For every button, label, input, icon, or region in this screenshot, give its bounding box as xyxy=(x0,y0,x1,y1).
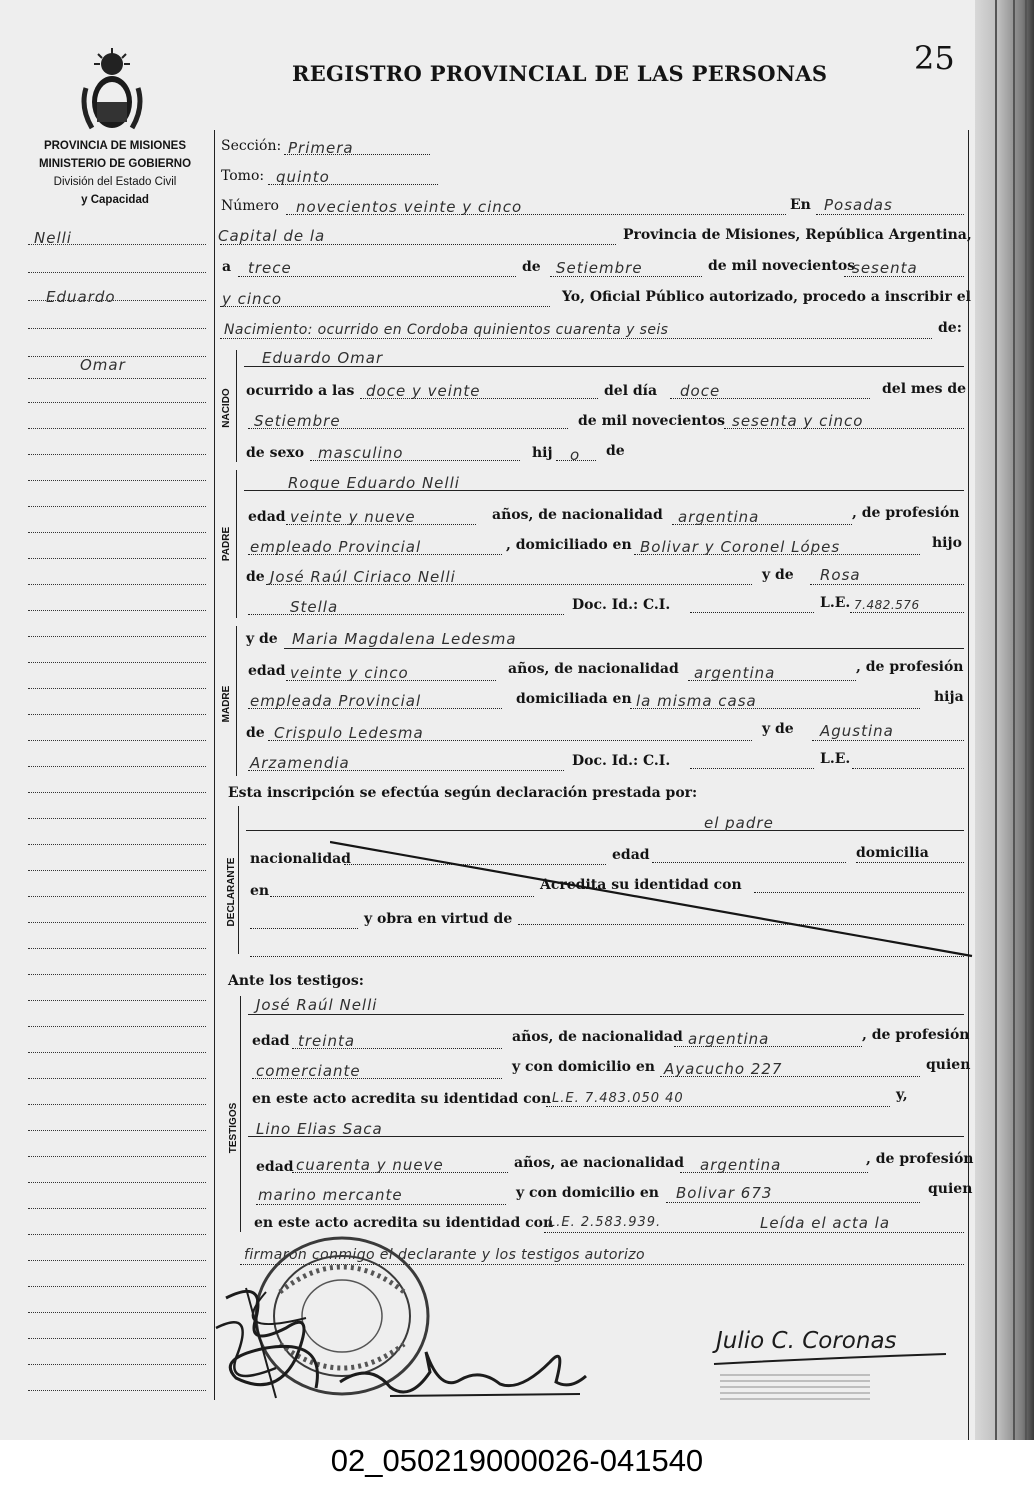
testigo-1-edad-label: edad xyxy=(252,1033,290,1049)
madre-domicilio-label: domiciliada en xyxy=(516,691,632,707)
madre-nacionalidad: argentina xyxy=(694,664,776,682)
testigo-2-domicilio: Bolivar 673 xyxy=(676,1184,773,1202)
margin-name-2: Omar xyxy=(80,356,126,374)
testigo-1-documento: L.E. 7.483.050 40 xyxy=(552,1091,684,1106)
padre-padre-de: José Raúl Ciriaco Nelli xyxy=(270,568,456,586)
folio-number: 25 xyxy=(914,39,955,77)
padre-anios-label: años, de nacionalidad xyxy=(492,507,663,523)
nacido-nombre: Eduardo Omar xyxy=(262,349,384,367)
declarante-intro: Esta inscripción se efectúa según declaración prestada por: xyxy=(228,785,698,801)
madre-nombre: Maria Magdalena Ledesma xyxy=(292,630,517,648)
testigo-1-nacionalidad: argentina xyxy=(688,1030,770,1048)
testigo-2-continuacion: Leída el acta la xyxy=(760,1214,891,1232)
padre-edad: veinte y nueve xyxy=(290,508,416,526)
testigo-2-documento: L.E. 2.583.939. xyxy=(548,1215,662,1230)
declarante-domicilia-label: domicilia xyxy=(856,845,929,861)
testigos-intro: Ante los testigos: xyxy=(228,973,364,989)
madre-edad: veinte y cinco xyxy=(290,664,409,682)
tomo-label: Tomo: xyxy=(221,168,265,184)
margin-surname: Nelli xyxy=(34,229,72,247)
nacido-de-label: de xyxy=(606,443,625,459)
issuer-capacity: y Capacidad xyxy=(81,194,149,206)
padre-madre-de: Rosa xyxy=(820,566,861,584)
testigo-2-quien-label: quien xyxy=(928,1181,973,1197)
declarante-obra-label: y obra en virtud de xyxy=(364,911,513,927)
madre-doc-label: Doc. Id.: C.I. xyxy=(572,753,671,769)
testigo-1-y-label: y, xyxy=(896,1087,908,1103)
madre-le-label: L.E. xyxy=(820,751,851,767)
numero-label: Número xyxy=(221,198,279,214)
padre-nombre: Roque Eduardo Nelli xyxy=(288,474,460,492)
testigo-2-profesion-label: , de profesión xyxy=(866,1151,974,1167)
anio-value-1: sesenta xyxy=(852,259,918,277)
madre-profesion-label: , de profesión xyxy=(856,659,964,675)
testigo-2-anios-label: años, ae nacionalidad xyxy=(514,1155,685,1171)
madre-profesion: empleada Provincial xyxy=(250,692,422,710)
testigo-1-domicilio-label: y con domicilio en xyxy=(512,1059,655,1075)
madre-domicilio: la misma casa xyxy=(636,692,757,710)
padre-doc-label: Doc. Id.: C.I. xyxy=(572,597,671,613)
registry-title: REGISTRO PROVINCIAL DE LAS PERSONAS xyxy=(292,61,828,86)
anio-label: de mil novecientos xyxy=(708,258,856,274)
issuer-division: División del Estado Civil xyxy=(53,176,177,188)
a-label: a xyxy=(222,259,232,275)
form-left-border xyxy=(214,130,215,1400)
nacido-ocurrido-label: ocurrido a las xyxy=(246,383,355,399)
declarante-edad-label: edad xyxy=(612,847,650,863)
testigo-2-edad: cuarenta y nueve xyxy=(296,1156,444,1174)
padre-de-label: de xyxy=(246,569,265,585)
provincia-text: Provincia de Misiones, República Argentina, xyxy=(623,227,972,243)
form-right-border xyxy=(968,130,969,1440)
oficial-stamp xyxy=(720,1370,870,1400)
image-footer-code: 02_050219000026-041540 xyxy=(0,1440,1034,1490)
testigo-1-profesion: comerciante xyxy=(256,1062,361,1080)
padre-domicilio: Bolivar y Coronel Lópes xyxy=(640,538,841,556)
testigo-2-edad-label: edad xyxy=(256,1159,294,1175)
nacido-hora: doce y veinte xyxy=(366,382,481,400)
declarante-acredita-label: Acredita su identidad con xyxy=(540,877,742,893)
margin-name-1: Eduardo xyxy=(46,288,116,306)
testigo-2-nacionalidad: argentina xyxy=(700,1156,782,1174)
mes-value: Setiembre xyxy=(556,259,643,277)
signature-oficial: Julio C. Coronas xyxy=(716,1328,897,1354)
madre-section-label: MADRE xyxy=(221,685,232,723)
testigo-1-edad: treinta xyxy=(298,1032,356,1050)
signature-left-icon xyxy=(206,1268,346,1408)
seccion-value: Primera xyxy=(288,139,354,157)
padre-profesion-label: , de profesión xyxy=(852,505,960,521)
madre-madre-de-2: Arzamendia xyxy=(250,754,350,772)
lugar-value-2: Capital de la xyxy=(218,227,326,245)
seccion-label: Sección: xyxy=(221,138,282,154)
nacido-anio-label: de mil novecientos xyxy=(578,413,726,429)
madre-madre-de: Agustina xyxy=(820,722,894,740)
de-label: de xyxy=(522,259,541,275)
madre-edad-label: edad xyxy=(248,663,286,679)
issuer-ministry: MINISTERIO DE GOBIERNO xyxy=(38,158,192,170)
declarante-cancel-stroke xyxy=(330,838,980,960)
padre-profesion: empleado Provincial xyxy=(250,538,422,556)
testigo-1-profesion-label: , de profesión xyxy=(862,1027,970,1043)
nacido-hij-suffix: o xyxy=(570,446,581,464)
book-edge xyxy=(975,0,1034,1440)
tomo-value: quinto xyxy=(276,168,330,186)
testigo-1-acredita-label: en este acto acredita su identidad con xyxy=(252,1091,552,1107)
nacido-section-label: NACIDO xyxy=(221,388,232,428)
nacido-sexo-label: de sexo xyxy=(246,445,305,461)
testigo-1-nombre: José Raúl Nelli xyxy=(256,996,378,1014)
madre-de-label: de xyxy=(246,725,265,741)
padre-hijo-label: hijo xyxy=(932,535,962,551)
testigos-section-label: TESTIGOS xyxy=(228,1102,239,1154)
padre-nacionalidad: argentina xyxy=(678,508,760,526)
madre-yde2-label: y de xyxy=(762,721,794,737)
signature-middle-icon xyxy=(330,1332,590,1402)
en-label: En xyxy=(790,197,811,213)
dia-value: trece xyxy=(248,259,292,277)
anio-value-2: y cinco xyxy=(222,290,282,308)
padre-yde-label: y de xyxy=(762,567,794,583)
padre-le-label: L.E. xyxy=(820,595,851,611)
declarante-quien: el padre xyxy=(704,814,774,832)
nacido-anio: sesenta y cinco xyxy=(732,412,864,430)
padre-section-label: PADRE xyxy=(221,526,232,562)
padre-madre-de-2: Stella xyxy=(290,598,339,616)
numero-value: novecientos veinte y cinco xyxy=(296,198,523,216)
lugar-value: Posadas xyxy=(824,196,893,214)
coat-of-arms-icon xyxy=(78,48,146,134)
padre-le: 7.482.576 xyxy=(854,598,920,612)
testigo-2-domicilio-label: y con domicilio en xyxy=(516,1185,659,1201)
nacido-mes: Setiembre xyxy=(254,412,341,430)
cierre-acta: firmaron conmigo el declarante y los testigos autorizo xyxy=(244,1247,645,1263)
testigo-2-nombre: Lino Elias Saca xyxy=(256,1120,383,1138)
signature-oficial-stroke xyxy=(706,1320,956,1372)
issuer-block xyxy=(20,137,210,209)
nacido-hij-label: hij xyxy=(532,445,553,461)
testigo-1-anios-label: años, de nacionalidad xyxy=(512,1029,683,1045)
declarante-section-label: DECLARANTE xyxy=(226,857,237,927)
issuer-province: PROVINCIA DE MISIONES xyxy=(43,140,187,152)
madre-anios-label: años, de nacionalidad xyxy=(508,661,679,677)
de-colon-label: de: xyxy=(938,320,962,336)
madre-padre-de: Crispulo Ledesma xyxy=(274,724,424,742)
nacido-del-dia-label: del día xyxy=(604,383,658,399)
acto-value: Nacimiento: ocurrido en Cordoba quinientos cuarenta y seis xyxy=(224,322,669,338)
nacido-del-mes-label: del mes de xyxy=(882,381,967,397)
declarante-en-label: en xyxy=(250,883,270,899)
nacido-dia: doce xyxy=(680,382,721,400)
oficial-text: Yo, Oficial Público autorizado, procedo a inscribir el xyxy=(562,289,971,305)
madre-hija-label: hija xyxy=(934,689,964,705)
testigo-2-acredita-label: en este acto acredita su identidad con xyxy=(254,1215,554,1231)
testigo-1-domicilio: Ayacucho 227 xyxy=(664,1060,783,1078)
padre-edad-label: edad xyxy=(248,509,286,525)
testigo-1-quien-label: quien xyxy=(926,1057,971,1073)
padre-domicilio-label: , domiciliado en xyxy=(506,537,632,553)
nacido-sexo: masculino xyxy=(318,444,404,462)
testigo-2-profesion: marino mercante xyxy=(258,1186,403,1204)
declarante-nac-label: nacionalidad xyxy=(250,851,351,867)
madre-yde-label: y de xyxy=(246,631,278,647)
